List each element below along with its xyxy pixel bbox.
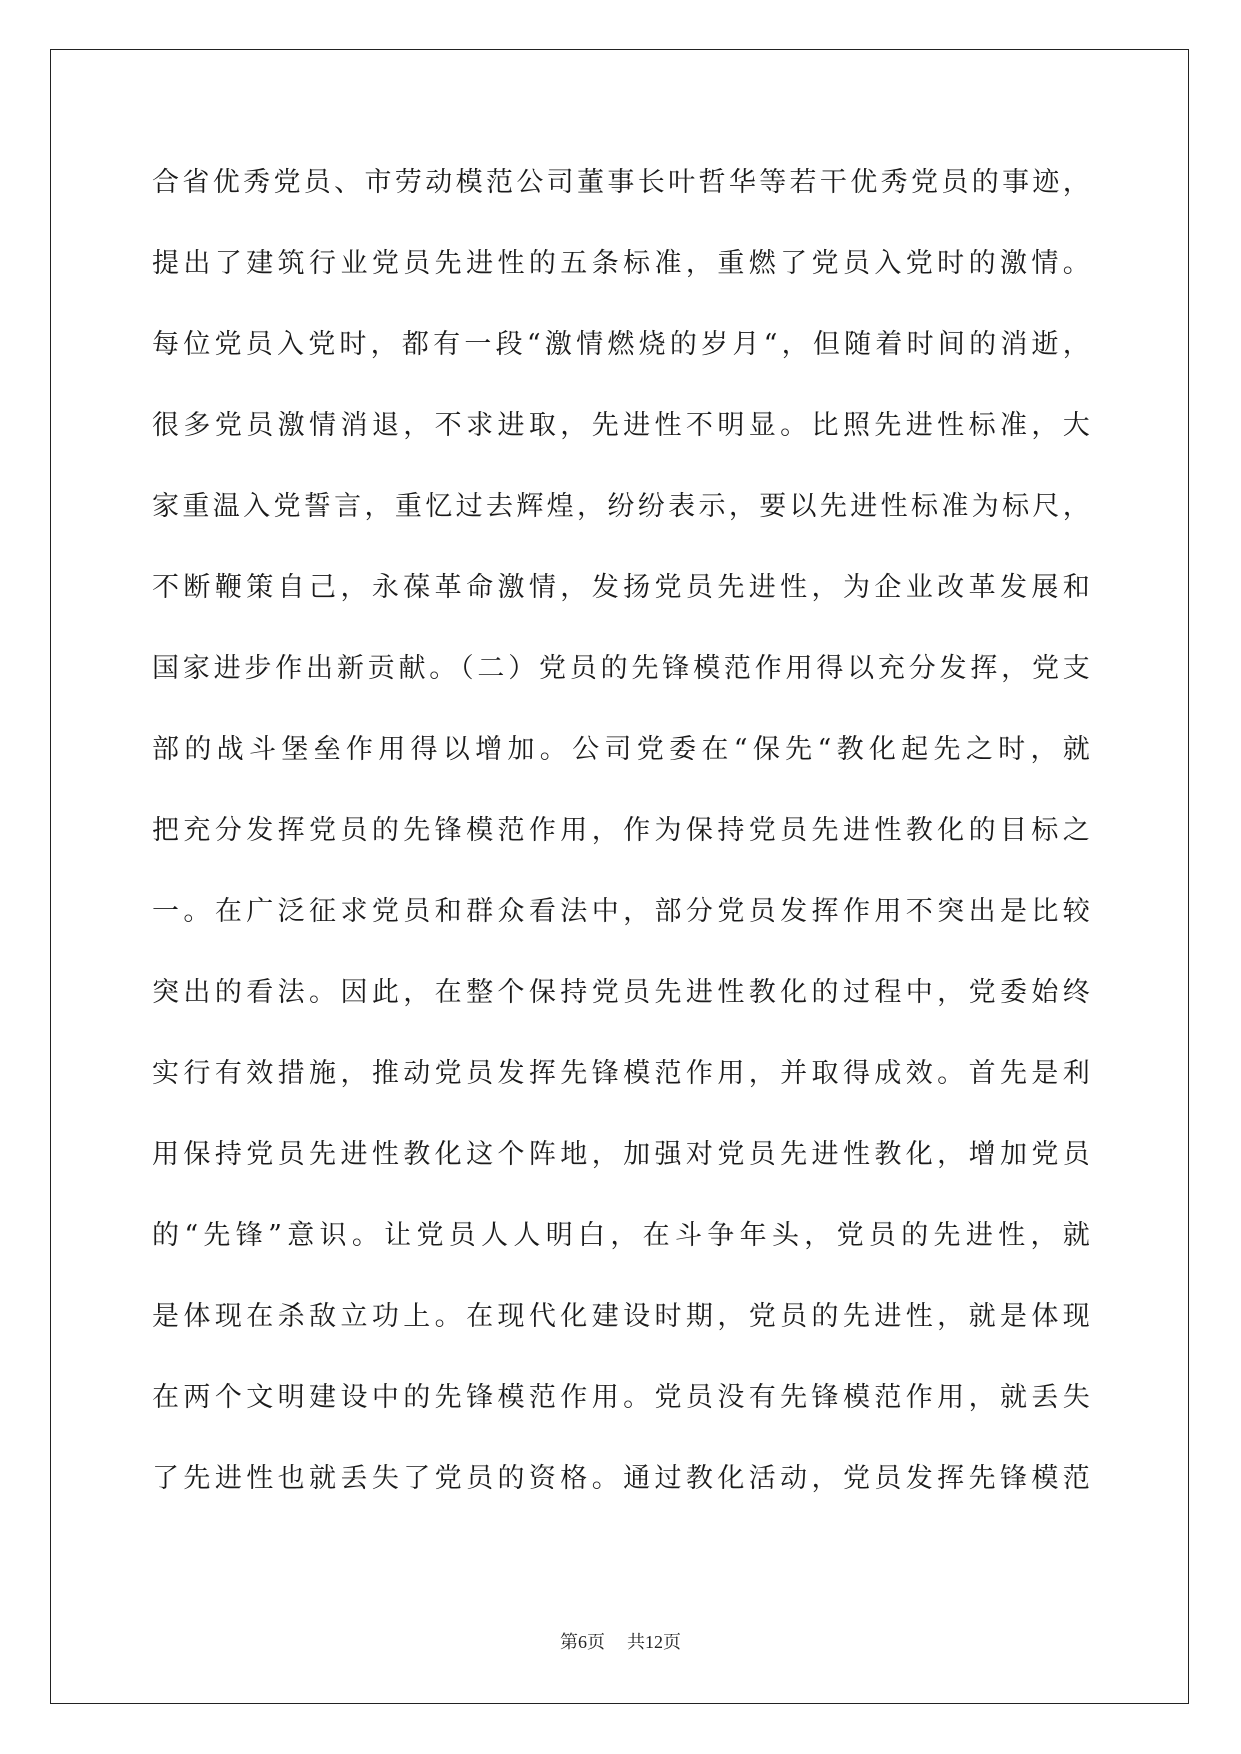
text-line: 用保持党员先进性教化这个阵地，加强对党员先进性教化，增加党员 (152, 1139, 1092, 1170)
text-line: 的“先锋”意识。让党员人人明白，在斗争年头，党员的先进性，就 (152, 1220, 1092, 1251)
text-line: 提出了建筑行业党员先进性的五条标准，重燃了党员入党时的激情。 (152, 248, 1092, 279)
text-line: 每位党员入党时，都有一段“激情燃烧的岁月“，但随着时间的消逝， (152, 329, 1092, 360)
text-line: 家重温入党誓言，重忆过去辉煌，纷纷表示，要以先进性标准为标尺， (152, 491, 1092, 522)
text-line: 实行有效措施，推动党员发挥先锋模范作用，并取得成效。首先是利 (152, 1058, 1092, 1089)
text-line: 一。在广泛征求党员和群众看法中，部分党员发挥作用不突出是比较 (152, 896, 1092, 927)
body-text (152, 168, 1092, 1545)
text-line: 国家进步作出新贡献。（二）党员的先锋模范作用得以充分发挥，党支 (152, 653, 1092, 684)
text-line: 了先进性也就丢失了党员的资格。通过教化活动，党员发挥先锋模范 (152, 1463, 1092, 1494)
text-line: 把充分发挥党员的先锋模范作用，作为保持党员先进性教化的目标之 (152, 815, 1092, 846)
text-line: 不断鞭策自己，永葆革命激情，发扬党员先进性，为企业改革发展和 (152, 572, 1092, 603)
text-line: 部的战斗堡垒作用得以增加。公司党委在“保先“教化起先之时，就 (152, 734, 1092, 765)
text-line: 合省优秀党员、市劳动模范公司董事长叶哲华等若干优秀党员的事迹， (152, 167, 1092, 198)
page-number: 第6页 (560, 1632, 605, 1652)
text-line: 很多党员激情消退，不求进取，先进性不明显。比照先进性标准，大 (152, 410, 1092, 441)
text-line: 在两个文明建设中的先锋模范作用。党员没有先锋模范作用，就丢失 (152, 1382, 1092, 1413)
page-total: 共12页 (627, 1632, 681, 1652)
text-line: 是体现在杀敌立功上。在现代化建设时期，党员的先进性，就是体现 (152, 1301, 1092, 1332)
page-footer (0, 1628, 1241, 1654)
text-line: 突出的看法。因此，在整个保持党员先进性教化的过程中，党委始终 (152, 977, 1092, 1008)
